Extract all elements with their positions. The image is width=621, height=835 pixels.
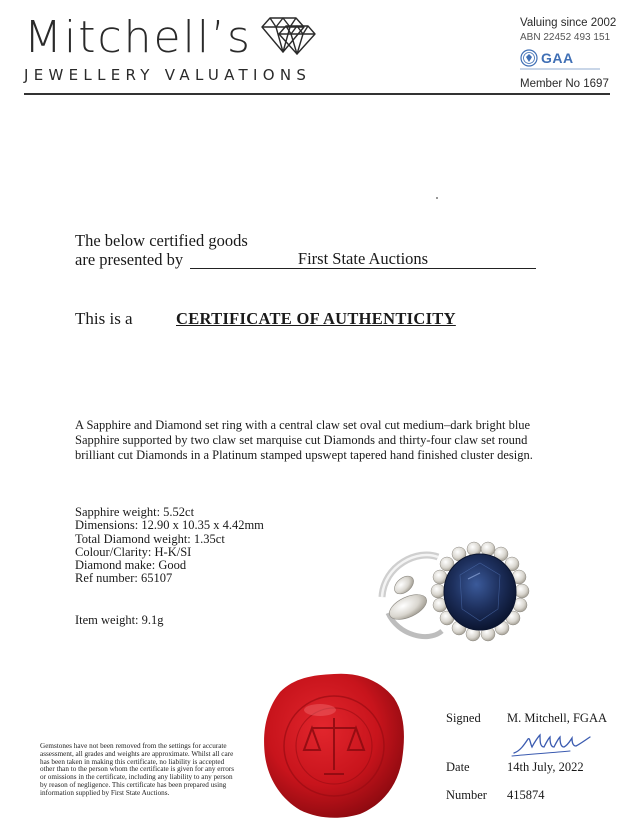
spec-ref-number: Ref number: 65107 xyxy=(75,571,173,586)
valuing-since: Valuing since 2002 xyxy=(520,17,617,29)
ring-photo xyxy=(378,535,536,647)
disclaimer-text: Gemstones have not been removed from the settings for accurate assessment, all grades and weights are approximate. Whilst all care has been taken in making this certificate, no liability is accepted other than to the person whom the certificate is given for any errors or omissions in the certificate, including any liability to any person by reason of negligence. This certificate has been prepared using information supplied by First State Auctions. xyxy=(40,742,234,797)
date-value: 14th July, 2022 xyxy=(507,760,584,774)
diamond-logo-icon xyxy=(256,12,318,56)
signed-label: Signed xyxy=(446,711,481,725)
spec-diamond-weight: Total Diamond weight: 1.35ct xyxy=(75,531,225,546)
gaa-seal-icon xyxy=(520,49,538,67)
member-number: Member No 1697 xyxy=(520,78,609,90)
certificate-number: 415874 xyxy=(507,788,545,802)
gaa-tagline-rule xyxy=(520,68,600,70)
handwritten-signature xyxy=(510,729,596,759)
presented-by-label: are presented by xyxy=(75,250,184,269)
gaa-label: GAA xyxy=(541,50,574,66)
brand-subtitle: JEWELLERY VALUATIONS xyxy=(24,66,312,84)
number-label: Number xyxy=(446,788,487,802)
brand-name: Mitchell’s xyxy=(24,12,252,63)
signer-name: M. Mitchell, FGAA xyxy=(507,711,607,725)
presented-intro: The below certified goods xyxy=(75,231,248,250)
spec-diamond-make: Diamond make: Good xyxy=(75,558,187,573)
specs-list xyxy=(75,506,264,586)
spec-dimensions: Dimensions: 12.90 x 10.35 x 4.42mm xyxy=(75,518,264,533)
item-description: A Sapphire and Diamond set ring with a central claw set oval cut medium–dark bright blue Sapphire supported by two claw set marquise cut Diamonds and thirty-four claw set round brilliant cut Diamonds in a Platinum stamped upswept tapered hand finished cluster design. xyxy=(75,418,533,462)
spec-colour-clarity: Colour/Clarity: H-K/SI xyxy=(75,544,192,559)
abn-number: ABN 22452 493 151 xyxy=(520,32,611,43)
gaa-badge xyxy=(520,49,574,67)
certificate-prefix: This is a xyxy=(75,309,133,328)
wax-seal-icon xyxy=(262,670,407,820)
speck xyxy=(436,197,438,199)
item-weight: Item weight: 9.1g xyxy=(75,613,164,627)
date-label: Date xyxy=(446,760,470,774)
header-divider xyxy=(24,93,610,95)
presenter-name: First State Auctions xyxy=(190,250,536,269)
spec-sapphire-weight: Sapphire weight: 5.52ct xyxy=(75,505,195,519)
certificate-title: CERTIFICATE OF AUTHENTICITY xyxy=(176,309,456,328)
